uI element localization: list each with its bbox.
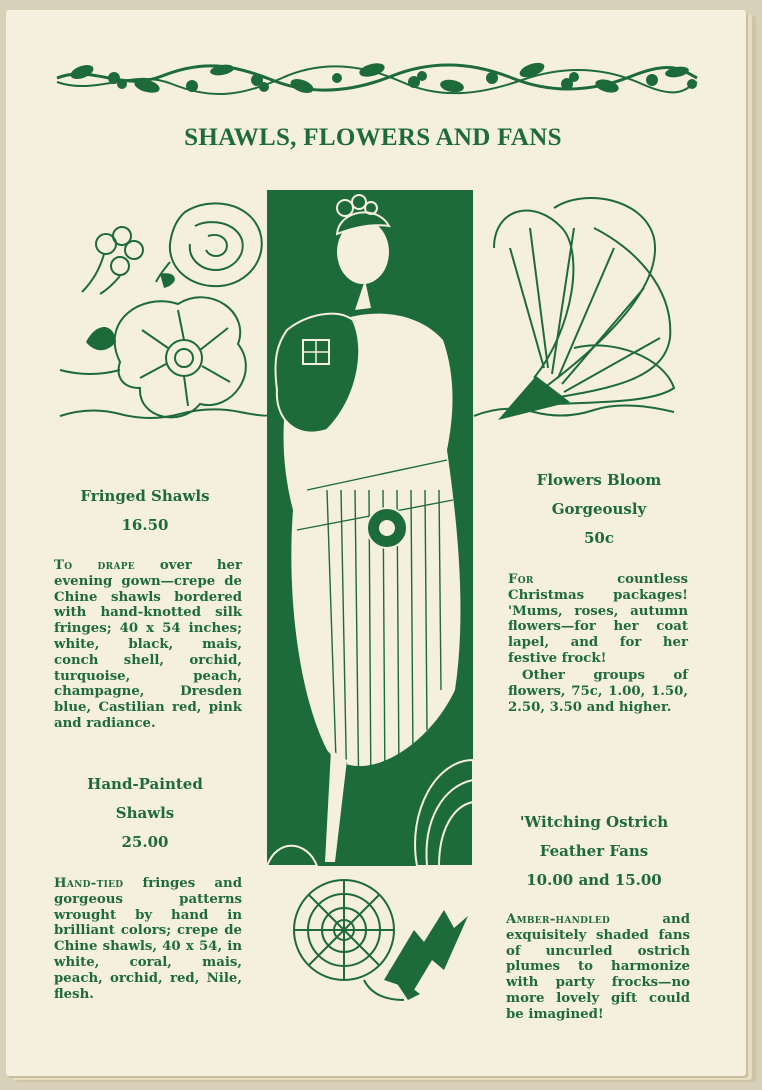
flowers-other-groups: Other groups of flowers, 75c, 1.00, 1.50, 2.50, 3.50 and higher.: [508, 668, 688, 715]
flowers-title-line1: Flowers Bloom: [536, 471, 662, 489]
flowers-lead: For: [508, 572, 534, 587]
fans-text: and exquisitely shaded fans of uncurled ostrich plumes to harmonize with party frocks—no more lovely gift could be imagined!: [506, 912, 690, 1022]
hand-painted-shawls-heading: [60, 770, 230, 857]
hand-painted-text: fringes and gorgeous patterns wrought by hand in brilliant colors; crepe de Chine shawls, 40 x 54, in white, coral, mais, peach, orchid, red, Nile, flesh.: [54, 876, 242, 1002]
hand-painted-price: 25.00: [121, 833, 169, 851]
fans-price: 10.00 and 15.00: [526, 871, 662, 889]
feather-fan-illustration: [474, 188, 680, 428]
flowers-title-line2: Gorgeously: [551, 500, 647, 518]
ostrich-fans-heading: [494, 808, 694, 895]
fringed-shawls-price: 16.50: [121, 516, 169, 534]
hand-painted-title-line1: Hand-Painted: [87, 775, 203, 793]
fringed-shawls-heading: [60, 482, 230, 540]
page-title: SHAWLS, FLOWERS AND FANS: [184, 124, 562, 151]
holly-garland-ornament: [52, 56, 702, 100]
fans-lead: Amber-handled: [506, 912, 611, 927]
flowers-price: 50c: [583, 529, 614, 547]
hand-painted-title-line2: Shawls: [115, 804, 175, 822]
woman-in-shawl-illustration: [267, 190, 473, 870]
fringed-shawls-lead: To drape: [54, 558, 135, 573]
chrysanthemum-holly-illustration: [284, 870, 474, 1010]
fringed-shawls-title: Fringed Shawls: [80, 487, 210, 505]
flower-bouquet-illustration: [60, 192, 275, 432]
fans-title-line1: 'Witching Ostrich: [519, 813, 669, 831]
fans-description: [506, 912, 690, 1023]
flowers-bloom-heading: [504, 466, 694, 553]
fringed-shawls-description: [54, 558, 242, 732]
flowers-text: countless Christmas packages! 'Mums, roses, autumn flowers—for her coat lapel, and for her festive frock!: [508, 572, 688, 666]
flowers-description: [508, 572, 688, 667]
hand-painted-shawls-description: [54, 876, 242, 1002]
hand-painted-lead: Hand-tied: [54, 876, 124, 891]
fringed-shawls-text: over her evening gown—crepe de Chine shawls bordered with hand-knotted silk fringes; 40 x 54 inches; white, black, mais, conch shell, orchid, turquoise, peach, champagne, Dresden blue, Castilian red, pink and radiance.: [54, 558, 242, 731]
fans-title-line2: Feather Fans: [539, 842, 649, 860]
